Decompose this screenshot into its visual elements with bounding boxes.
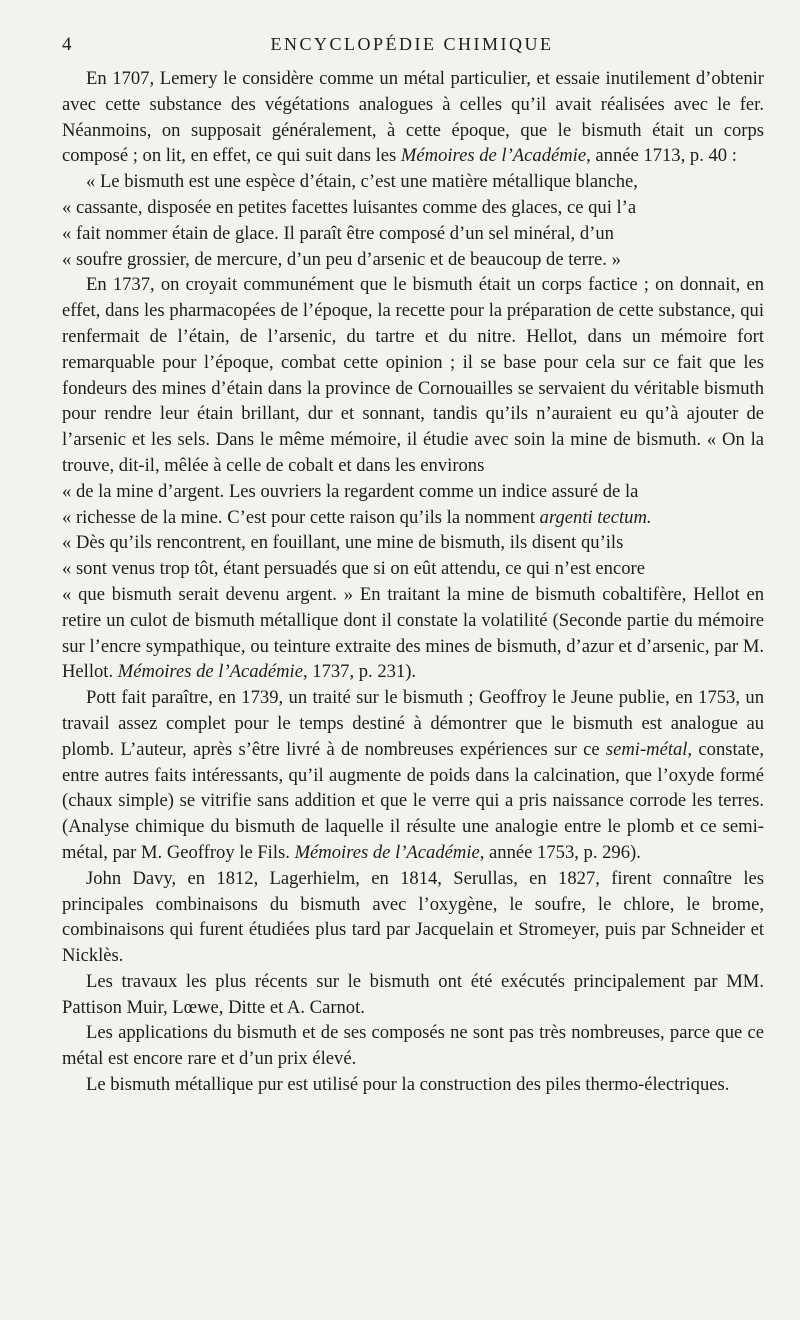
quote-line: « sont venus trop tôt, étant persuadés que si on eût attendu, ce qui n’est encore	[62, 558, 645, 580]
paragraph-davy: John Davy, en 1812, Lagerhielm, en 1814, Serullas, en 1827, firent connaître les principales combinaisons du bismuth avec l’oxygène, le soufre, le chlore, le brome, combinaisons qui furent étudiées plus tard par Jacquelain et Stromeyer, puis par Schneider et Nicklès.	[62, 867, 764, 967]
paragraph-lemery: En 1707, Lemery le considère comme un métal particulier, et essaie inutilement d’obtenir avec cette substance des végétations analogues à celles qu’il avait réalisées avec le fer. Néanmoins, on supposait généralement, à cette époque, que le bismuth était un corps composé ; on lit, en effet, ce qui suit dans les Mémoires de l’Académie, année 1713, p. 40 :	[62, 68, 764, 167]
body-text	[62, 66, 764, 1098]
paragraph-applications: Les applications du bismuth et de ses composés ne sont pas très nombreuses, parce que ce métal est encore rare et d’un prix élevé.	[62, 1022, 764, 1070]
quote-line: « Le bismuth est une espèce d’étain, c’est une matière métallique blanche,	[86, 171, 638, 193]
quote-line: « cassante, disposée en petites facettes luisantes comme des glaces, ce qui l’a	[62, 196, 637, 218]
quote-line: « de la mine d’argent. Les ouvriers la regardent comme un indice assuré de la	[62, 480, 639, 502]
running-title: ENCYCLOPÉDIE CHIMIQUE	[270, 34, 554, 54]
page-number: 4	[62, 34, 72, 55]
paragraph-recent: Les travaux les plus récents sur le bismuth ont été exécutés principalement par MM. Pattison Muir, Lœwe, Ditte et A. Carnot.	[62, 970, 764, 1018]
quote-line: « soufre grossier, de mercure, d’un peu d’arsenic et de beaucoup de terre. »	[62, 248, 621, 270]
paragraph-pott: Pott fait paraître, en 1739, un traité sur le bismuth ; Geoffroy le Jeune publie, en 1753, un travail assez complet pour le temps destiné à démontrer que le bismuth est analogue au plomb. L’auteur, après s’être livré à de nombreuses expériences sur ce semi-métal, constate, entre autres faits intéressants, qu’il augmente de poids dans la calcination, que l’oxyde formé (chaux simple) se vitrifie sans addition et que le verre qui a pris naissance corrode les terres. (Analyse chimique du bismuth de laquelle il résulte une analogie entre le plomb et ce semi-métal, par M. Geoffroy le Fils. Mémoires de l’Académie, année 1753, p. 296).	[62, 687, 765, 863]
page-header	[62, 34, 762, 60]
quote-line: « Dès qu’ils rencontrent, en fouillant, une mine de bismuth, ils disent qu’ils	[62, 532, 624, 554]
paragraph-hellot-cont: « que bismuth serait devenu argent. » En traitant la mine de bismuth cobaltifère, Hellot en retire un culot de bismuth métallique dont il constate la volatilité (Seconde partie du mémoire sur l’encre sympathique, ou teinture extraite des mines de bismuth, d’azur et d’arsenic, par M. Hellot. Mémoires de l’Académie, 1737, p. 231).	[62, 583, 764, 683]
quote-line: « richesse de la mine. C’est pour cette raison qu’ils la nomment argenti tectum.	[62, 506, 652, 528]
quote-line: « fait nommer étain de glace. Il paraît être composé d’un sel minéral, d’un	[62, 222, 614, 244]
paragraph-hellot: En 1737, on croyait communément que le bismuth était un corps factice ; on donnait, en effet, dans les pharmacopées de l’époque, la recette pour la préparation de cette substance, qui renfermait de l’étain, de l’arsenic, du tartre et du nitre. Hellot, dans un mémoire fort remarquable pour l’époque, combat cette opinion ; il se base pour cela sur ce fait que les fondeurs des mines d’étain dans la province de Cornouailles se servaient du véritable bismuth pour rendre leur étain brillant, dur et sonnant, tandis qu’ils n’auraient eu qu’à ajouter de l’arsenic et les sels. Dans le même mémoire, il étudie avec soin la mine de bismuth. « On la trouve, dit-il, mêlée à celle de cobalt et dans les environs	[62, 274, 764, 476]
paragraph-thermo: Le bismuth métallique pur est utilisé pour la construction des piles thermo-électriques.	[86, 1074, 730, 1096]
